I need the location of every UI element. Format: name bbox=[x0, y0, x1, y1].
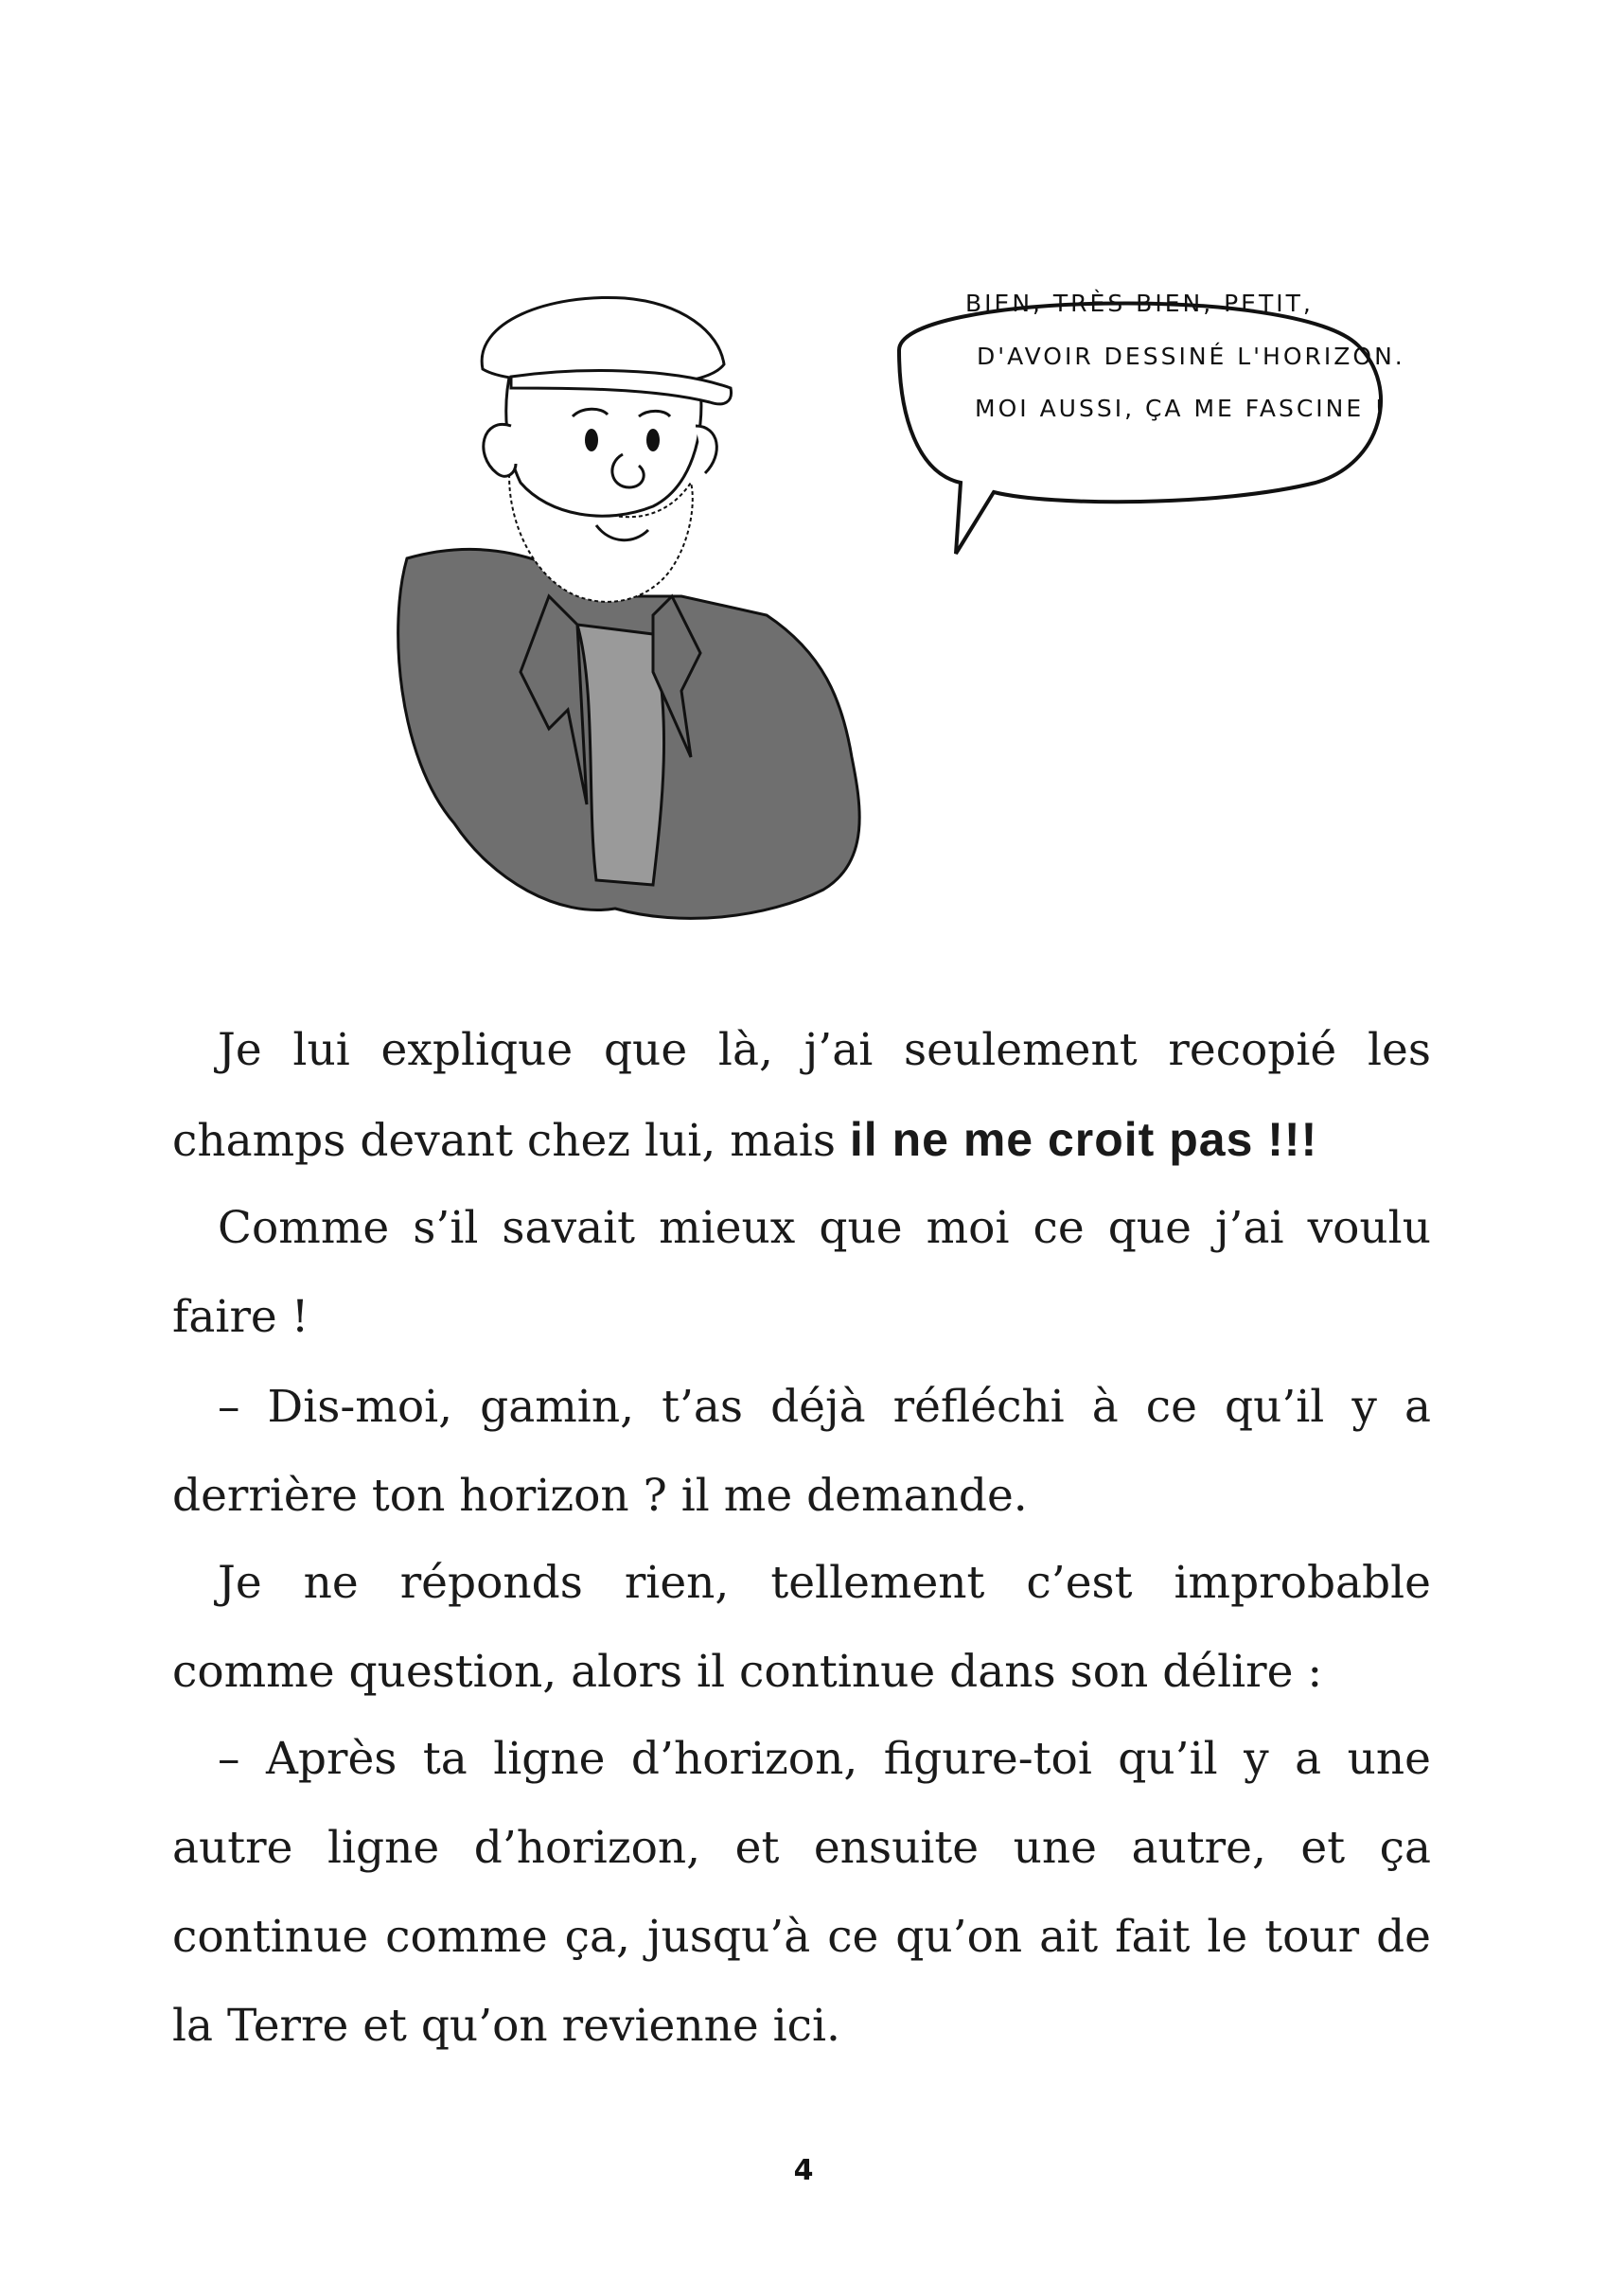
paragraph-4: Je ne réponds rien, tellement c’est improbable comme question, alors il continue dans son délire : bbox=[172, 1557, 1431, 1698]
bubble-line-1: BIEN, TRÈS BIEN, PETIT, bbox=[965, 290, 1314, 317]
paragraph-5: – Après ta ligne d’horizon, figure-toi qu’il y a une autre ligne d’horizon, et ensuite une autre, et ça continue comme ça, jusqu’à ce qu’on ait fait le tour de la Terre et qu’on revienne ici. bbox=[172, 1733, 1431, 2052]
emphasis-text: il ne me croit pas !!! bbox=[849, 1113, 1318, 1166]
paragraph-1-text: Je lui explique que là, j’ai seulement recopié les champs devant chez lui, mais bbox=[172, 1024, 1431, 1167]
paragraph-1 bbox=[172, 1006, 1431, 1186]
bubble-line-3: MOI AUSSI, ÇA ME FASCINE ! bbox=[975, 395, 1387, 422]
old-man-illustration bbox=[369, 290, 1405, 937]
bubble-line-2: D'AVOIR DESSINÉ L'HORIZON. bbox=[977, 343, 1405, 370]
ear bbox=[484, 424, 516, 476]
right-eye bbox=[646, 429, 660, 451]
page-number: 4 bbox=[793, 2154, 814, 2187]
left-eye bbox=[585, 429, 598, 451]
paragraph-2: Comme s’il savait mieux que moi ce que j’ai voulu faire ! bbox=[172, 1202, 1431, 1343]
paragraph-3: – Dis-moi, gamin, t’as déjà réfléchi à ce qu’il y a derrière ton horizon ? il me demande. bbox=[172, 1381, 1431, 1522]
speech-bubble bbox=[899, 303, 1381, 554]
